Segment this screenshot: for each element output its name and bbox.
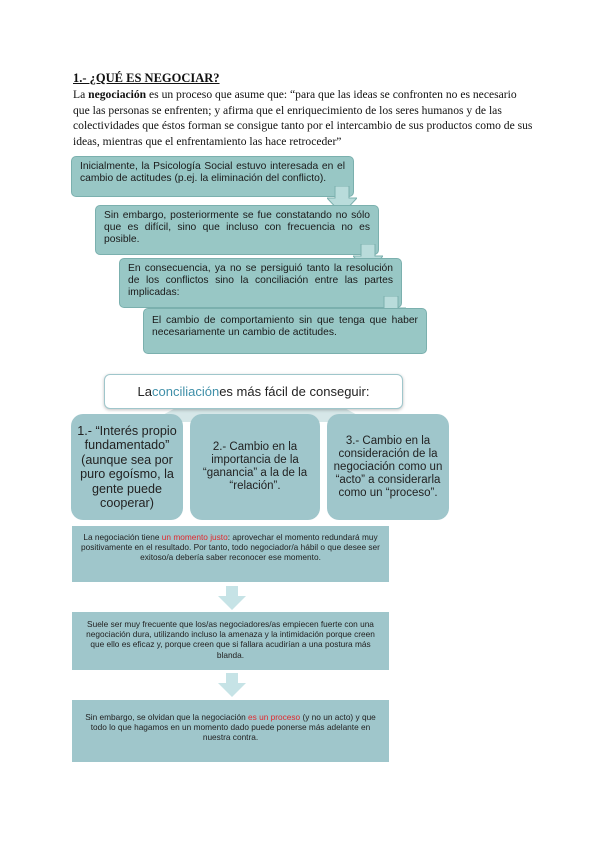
flow-arrow-1-icon	[218, 586, 246, 610]
section-heading: 1.- ¿QUÉ ES NEGOCIAR?	[73, 71, 220, 85]
stair-step-3: En consecuencia, ya no se persiguió tanto la resolución de los conflictos sino la conciliación entre las partes implicadas:	[119, 258, 402, 308]
stair-step-2: Sin embargo, posteriormente se fue constatando no sólo que es difícil, sino que incluso con frecuencia no es posible.	[95, 205, 379, 255]
flow-arrow-2-icon	[218, 673, 246, 697]
intro-text: es un proceso que asume que: “para que las ideas se confronten no es necesario que las personas se enfrenten; y afirma que el enriquecimiento de los seres humanos y de las colectividades que éstos forman se consigue tanto por el intercambio de sus productos como de sus ideas, mientras que el enfrentamiento las hace retroceder”	[73, 88, 533, 148]
flow-box-1: La negociación tiene un momento justo: aprovechar el momento redundará muy positivamente en el resultado. Por tanto, todo negociador/a hábil o que desee ser exitoso/a debería saber reconocer ese momento.	[72, 526, 389, 582]
stair-step-4: El cambio de comportamiento sin que tenga que haber necesariamente un cambio de actitudes.	[143, 308, 427, 354]
intro-term: negociación	[88, 88, 147, 101]
intro-paragraph	[73, 87, 533, 149]
flow-box-3: Sin embargo, se olvidan que la negociación es un proceso (y no un acto) y que todo lo que hagamos en un momento dado puede ponerse más adelante en nuestra contra.	[72, 700, 389, 762]
conciliation-point-3: 3.- Cambio en la consideración de la negociación como un “acto” a considerarla como un “proceso”.	[327, 414, 449, 520]
conciliation-title: La conciliación es más fácil de conseguir:	[104, 374, 403, 409]
conciliation-point-2: 2.- Cambio en la importancia de la “ganancia” a la de la “relación”.	[190, 414, 320, 520]
flow-highlight-1: un momento justo	[161, 532, 228, 542]
conciliation-point-1: 1.- “Interés propio fundamentado” (aunque sea por puro egoísmo, la gente puede cooperar)	[71, 414, 183, 520]
stair-step-1: Inicialmente, la Psicología Social estuvo interesada en el cambio de actitudes (p.ej. la eliminación del conflicto).	[71, 156, 354, 197]
flow-highlight-3: es un proceso	[248, 712, 301, 722]
intro-lead: La	[73, 88, 89, 101]
conciliation-highlight: conciliación	[151, 384, 220, 399]
flow-box-2: Suele ser muy frecuente que los/as negociadores/as empiecen fuerte con una negociación dura, utilizando incluso la amenaza y la intimidación porque creen que ello es eficaz y, porque creen que si fallara acudirían a una postura más blanda.	[72, 612, 389, 670]
